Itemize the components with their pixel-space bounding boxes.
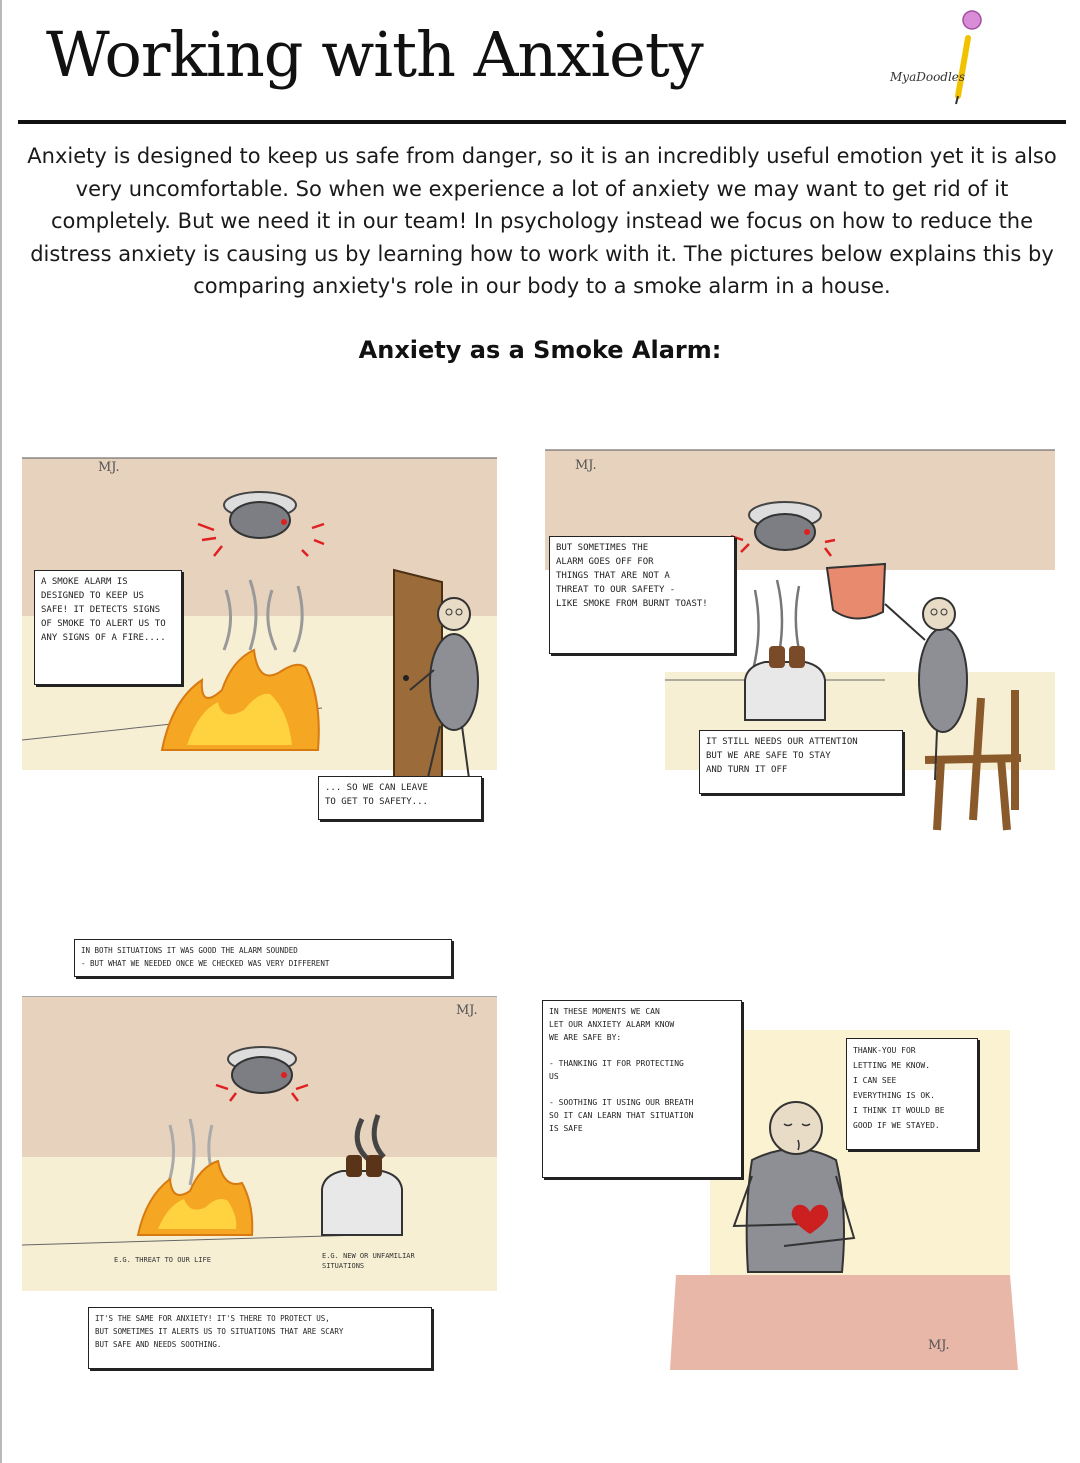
pencil-icon [956, 11, 981, 104]
brand-text: MyaDoodles [890, 70, 966, 84]
rug [670, 1275, 1018, 1370]
caption-toast: E.G. NEW OR UNFAMILIAR SITUATIONS [322, 1252, 415, 1270]
artist-signature: MJ. [456, 1003, 478, 1018]
speech-bubble-both: IN BOTH SITUATIONS IT WAS GOOD THE ALARM SOUNDED - BUT WHAT WE NEEDED ONCE WE CHECKED WAS VERY DIFFERENT [74, 939, 452, 977]
artist-signature: MJ. [575, 458, 597, 473]
speech-bubble-alarm: A SMOKE ALARM IS DESIGNED TO KEEP US SAFE! IT DETECTS SIGNS OF SMOKE TO ALERT US TO ANY SIGNS OF A FIRE.... [34, 570, 182, 685]
page-edge [0, 0, 2, 1463]
speech-bubble-same: IT'S THE SAME FOR ANXIETY! IT'S THERE TO PROTECT US, BUT SOMETIMES IT ALERTS US TO SITUATIONS THAT ARE SCARY BUT SAFE AND NEEDS SOOTHING. [88, 1307, 432, 1369]
brand-logo [880, 8, 990, 108]
page-title: Working with Anxiety [46, 18, 703, 91]
panel-burnt-toast [545, 440, 1060, 840]
speech-bubble-toast: BUT SOMETIMES THE ALARM GOES OFF FOR THINGS THAT ARE NOT A THREAT TO OUR SAFETY - LIKE SMOKE FROM BURNT TOAST! [549, 536, 735, 654]
panel-calm [540, 990, 1060, 1370]
artist-signature: MJ. [928, 1338, 950, 1353]
title-divider [18, 120, 1066, 124]
panel-comparison [22, 935, 500, 1375]
speech-bubble-moments: IN THESE MOMENTS WE CAN LET OUR ANXIETY ALARM KNOW WE ARE SAFE BY: - THANKING IT FOR PROTECTING US - SOOTHING IT USING OUR BREATH SO IT CAN LEARN THAT SITUATION IS SAFE [542, 1000, 742, 1178]
tea-towel-icon [827, 564, 885, 619]
intro-paragraph: Anxiety is designed to keep us safe from danger, so it is an incredibly useful emotion yet it is also very uncomfortable. So when we experience a lot of anxiety we may want to get rid of it completely. But we need it in our team! In psychology instead we focus on how to reduce the distress anxiety is causing us by learning how to work with it. The pictures below explains this by comparing anxiety's role in our body to a smoke alarm in a house. [27, 144, 1057, 298]
caption-fire: E.G. THREAT TO OUR LIFE [114, 1256, 211, 1264]
speech-bubble-leave: ... SO WE CAN LEAVE TO GET TO SAFETY... [318, 776, 482, 820]
artist-signature: MJ. [98, 460, 120, 475]
speech-bubble-attention: IT STILL NEEDS OUR ATTENTION BUT WE ARE SAFE TO STAY AND TURN IT OFF [699, 730, 903, 794]
speech-bubble-thanks: THANK-YOU FOR LETTING ME KNOW. I CAN SEE EVERYTHING IS OK. I THINK IT WOULD BE GOOD IF WE STAYED. [846, 1038, 978, 1150]
panel-fire [22, 440, 500, 830]
section-subtitle: Anxiety as a Smoke Alarm: [358, 336, 722, 364]
